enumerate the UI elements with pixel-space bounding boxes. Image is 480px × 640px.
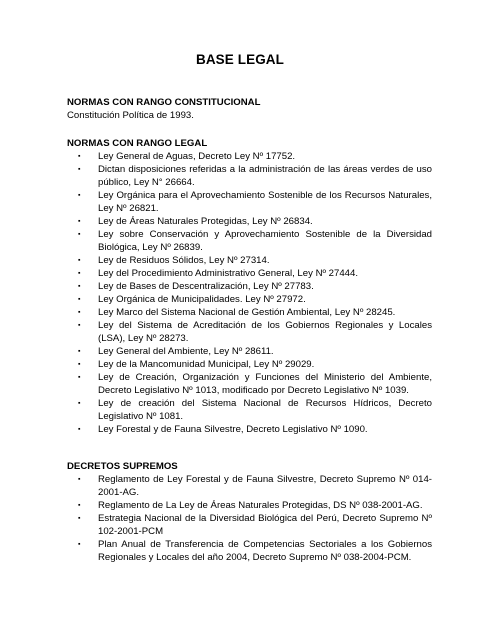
list-item-text: Ley de la Mancomunidad Municipal, Ley Nº 29029.	[98, 359, 315, 370]
bullet-icon: ▪	[78, 309, 81, 316]
list-item	[67, 397, 432, 423]
bullet-icon: ▪	[78, 283, 81, 290]
bullet-icon: ▪	[78, 296, 81, 303]
list-item	[67, 189, 432, 215]
list-item-text: Ley de Creación, Organización y Funciones del Ministerio del Ambiente, Decreto Legislativo Nº 1013, modificado por Decreto Legislativo Nº 1039.	[98, 372, 432, 396]
section-decrees	[67, 460, 432, 564]
bullet-icon: ▪	[78, 270, 81, 277]
list-item-text: Ley de Residuos Sólidos, Ley Nº 27314.	[98, 255, 270, 266]
list-item	[67, 215, 432, 228]
bullet-icon: ▪	[78, 231, 81, 238]
list-item-text: Ley Forestal y de Fauna Silvestre, Decreto Legislativo Nº 1090.	[98, 424, 368, 435]
list-item	[67, 512, 432, 538]
list-item-text: Ley de creación del Sistema Nacional de Recursos Hídricos, Decreto Legislativo Nº 1081.	[98, 398, 432, 422]
bullet-icon: ▪	[78, 153, 81, 160]
list-item-text: Ley de Bases de Descentralización, Ley Nº 27783.	[98, 281, 314, 292]
bullet-icon: ▪	[78, 374, 81, 381]
list-item	[67, 538, 432, 564]
section-heading: NORMAS CON RANGO CONSTITUCIONAL	[67, 97, 261, 108]
list-item	[67, 267, 432, 280]
bullet-icon: ▪	[78, 426, 81, 433]
bullet-icon: ▪	[78, 348, 81, 355]
section-heading: DECRETOS SUPREMOS	[67, 461, 178, 472]
list-item-text: Plan Anual de Transferencia de Competencias Sectoriales a los Gobiernos Regionales y Locales del año 2004, Decreto Supremo Nº 038-2004-PCM.	[98, 539, 432, 563]
bullet-icon: ▪	[78, 502, 81, 509]
section-legal	[67, 137, 432, 436]
list-item-text: Ley de Áreas Naturales Protegidas, Ley Nº 26834.	[98, 216, 313, 227]
bullet-icon: ▪	[78, 322, 81, 329]
list-item	[67, 423, 432, 436]
list-item	[67, 473, 432, 499]
list-item	[67, 306, 432, 319]
list-item-text: Dictan disposiciones referidas a la administración de las áreas verdes de uso público, Ley N° 26664.	[98, 164, 432, 188]
list-item-text: Ley del Procedimiento Administrativo General, Ley Nº 27444.	[98, 268, 359, 279]
section-text: Constitución Política de 1993.	[67, 110, 194, 121]
bullet-icon: ▪	[78, 257, 81, 264]
list-item	[67, 371, 432, 397]
list-item	[67, 319, 432, 345]
list-item-text: Reglamento de La Ley de Áreas Naturales Protegidas, DS Nº 038-2001-AG.	[98, 500, 423, 511]
list-item-text: Estrategia Nacional de la Diversidad Biológica del Perú, Decreto Supremo Nº 102-2001-PCM	[98, 513, 432, 537]
bullet-icon: ▪	[78, 541, 81, 548]
bullet-icon: ▪	[78, 218, 81, 225]
list-item	[67, 358, 432, 371]
bullet-icon: ▪	[78, 166, 81, 173]
decrees-list	[67, 473, 432, 564]
list-item-text: Ley Orgánica para el Aprovechamiento Sostenible de los Recursos Naturales, Ley Nº 26821.	[98, 190, 432, 214]
list-item	[67, 163, 432, 189]
list-item	[67, 280, 432, 293]
section-heading: NORMAS CON RANGO LEGAL	[67, 138, 208, 149]
section-constitutional	[67, 96, 432, 122]
list-item-text: Ley General del Ambiente, Ley Nº 28611.	[98, 346, 274, 357]
list-item-text: Ley del Sistema de Acreditación de los Gobiernos Regionales y Locales (LSA), Ley Nº 28273.	[98, 320, 432, 344]
list-item	[67, 150, 432, 163]
list-item	[67, 293, 432, 306]
legal-list	[67, 150, 432, 436]
bullet-icon: ▪	[78, 476, 81, 483]
list-item	[67, 345, 432, 358]
list-item-text: Ley Marco del Sistema Nacional de Gestión Ambiental, Ley Nº 28245.	[98, 307, 396, 318]
list-item-text: Ley Orgánica de Municipalidades. Ley Nº 27972.	[98, 294, 306, 305]
document-title: BASE LEGAL	[195, 52, 284, 67]
bullet-icon: ▪	[78, 192, 81, 199]
list-item-text: Reglamento de Ley Forestal y de Fauna Silvestre, Decreto Supremo Nº 014-2001-AG.	[98, 474, 432, 498]
bullet-icon: ▪	[78, 515, 81, 522]
bullet-icon: ▪	[78, 361, 81, 368]
list-item-text: Ley sobre Conservación y Aprovechamiento Sostenible de la Diversidad Biológica, Ley Nº 26839.	[98, 229, 432, 253]
list-item	[67, 254, 432, 267]
list-item	[67, 228, 432, 254]
bullet-icon: ▪	[78, 400, 81, 407]
list-item-text: Ley General de Aguas, Decreto Ley Nº 17752.	[98, 151, 296, 162]
list-item	[67, 499, 432, 512]
